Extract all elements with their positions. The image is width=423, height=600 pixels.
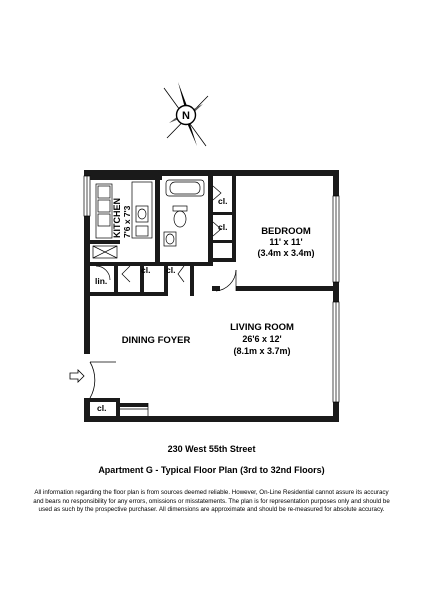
kitchen-name: KITCHEN xyxy=(112,198,122,238)
bedroom-name: BEDROOM xyxy=(261,226,311,237)
bathroom-fixtures xyxy=(164,180,204,246)
dining-foyer-name: DINING FOYER xyxy=(121,335,191,346)
address-caption: 230 West 55th Street xyxy=(167,444,256,454)
closet-label-entry: cl. xyxy=(97,403,107,413)
disclaimer xyxy=(10,489,413,515)
disclaimer-line-1: All information regarding the floor plan is from sources deemed reliable. However, On-Line Residential cannot assure its accuracy xyxy=(34,489,389,496)
living-room-dims-m: (8.1m x 3.7m) xyxy=(233,346,291,356)
disclaimer-line-2: and bears no responsibility for any errors, omissions or misstatements. The plan is for representation purposes only and should be xyxy=(33,497,390,505)
closet-label-hall-right: cl. xyxy=(166,265,176,275)
closet-label-bath-upper: cl. xyxy=(218,196,228,206)
entry-door xyxy=(84,354,116,398)
bedroom-dims-ft: 11' x 11' xyxy=(269,237,303,247)
compass-north-letter: N xyxy=(182,110,190,122)
disclaimer-line-3: used as such by the prospective purchaser. All dimensions are approximate and should be re-measured for absolute accuracy. xyxy=(38,506,385,514)
plan-title-caption: Apartment G - Typical Floor Plan (3rd to 32nd Floors) xyxy=(98,465,325,475)
kitchen-dims: 7'6 x 7'3 xyxy=(122,205,132,238)
closet-label-bath-lower: cl. xyxy=(218,222,228,232)
living-room-dims-ft: 26'6 x 12' xyxy=(242,334,282,344)
closet-label-hall-left: cl. xyxy=(141,265,151,275)
living-room-name: LIVING ROOM xyxy=(230,322,294,333)
linen-closet-label: lin. xyxy=(95,276,108,286)
entry-arrow-icon xyxy=(70,370,84,382)
bedroom-dims-m: (3.4m x 3.4m) xyxy=(257,248,315,258)
